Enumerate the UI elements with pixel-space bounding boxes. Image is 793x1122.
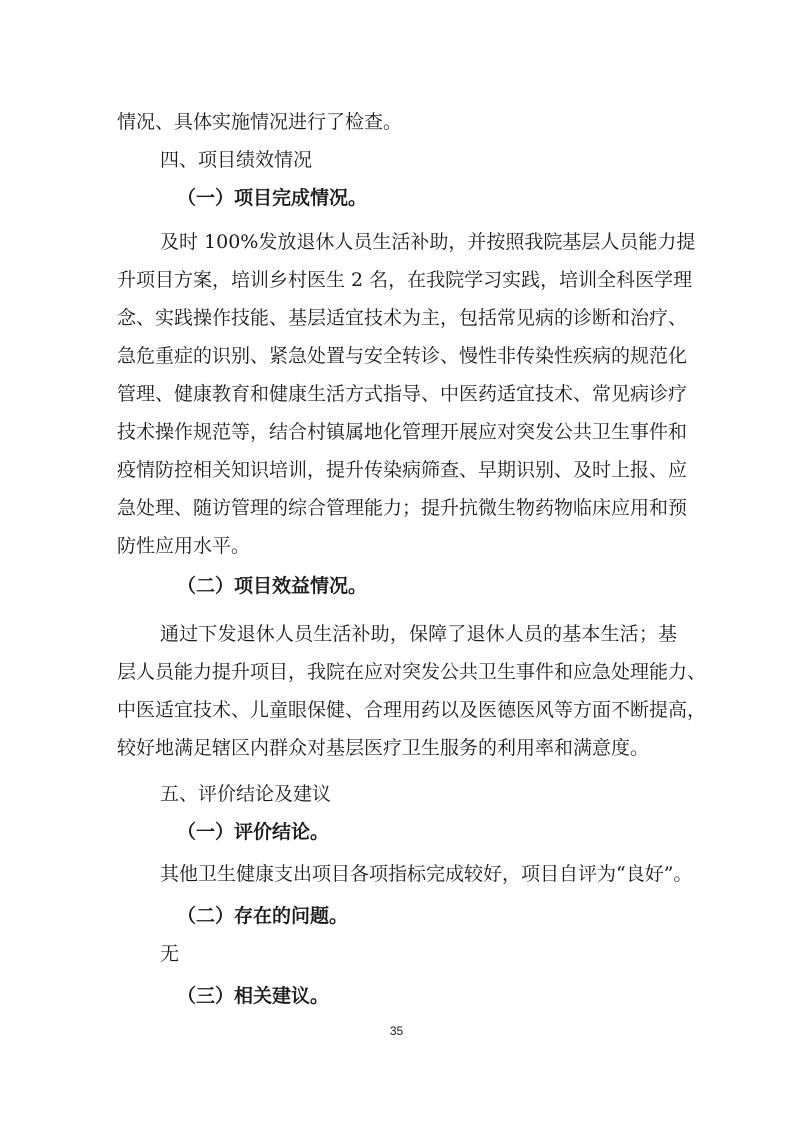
subsection-heading: （一）项目完成情况。 bbox=[177, 187, 368, 209]
paragraph-line: 防性应用水平。 bbox=[117, 535, 251, 557]
paragraph-line: 无 bbox=[160, 943, 180, 965]
paragraph-line: 疫情防控相关知识培训，提升传染病筛查、早期识别、及时上报、应 bbox=[117, 459, 688, 481]
subsection-heading: （一）评价结论。 bbox=[177, 821, 330, 843]
paragraph-line: 通过下发退休人员生活补助，保障了退休人员的基本生活；基 bbox=[160, 623, 677, 645]
paragraph-line: 层人员能力提升项目，我院在应对突发公共卫生事件和应急处理能力、 bbox=[117, 661, 707, 683]
subsection-heading: （二）存在的问题。 bbox=[177, 905, 349, 927]
subsection-heading: （二）项目效益情况。 bbox=[177, 575, 368, 597]
section-heading-5: 五、评价结论及建议 bbox=[160, 783, 332, 805]
text-line: 情况、具体实施情况进行了检查。 bbox=[117, 111, 403, 133]
paragraph-line: 技术操作规范等，结合村镇属地化管理开展应对突发公共卫生事件和 bbox=[117, 421, 688, 443]
paragraph-line: 急危重症的识别、紧急处置与安全转诊、慢性非传染性疾病的规范化 bbox=[117, 345, 688, 367]
paragraph-line: 中医适宜技术、儿童眼保健、合理用药以及医德医风等方面不断提高， bbox=[117, 699, 707, 721]
page-number: 35 bbox=[389, 1024, 404, 1038]
paragraph-line: 其他卫生健康支出项目各项指标完成较好，项目自评为“良好”。 bbox=[160, 863, 693, 885]
section-heading-4: 四、项目绩效情况 bbox=[160, 149, 313, 171]
paragraph-line: 升项目方案，培训乡村医生 2 名，在我院学习实践，培训全科医学理 bbox=[117, 269, 693, 291]
paragraph-line: 念、实践操作技能、基层适宜技术为主，包括常见病的诊断和治疗、 bbox=[117, 307, 688, 329]
paragraph-line: 管理、健康教育和健康生活方式指导、中医药适宜技术、常见病诊疗 bbox=[117, 383, 688, 405]
paragraph-line: 急处理、随访管理的综合管理能力；提升抗微生物药物临床应用和预 bbox=[117, 497, 688, 519]
paragraph-line: 及时 100%发放退休人员生活补助，并按照我院基层人员能力提 bbox=[160, 231, 696, 253]
subsection-heading: （三）相关建议。 bbox=[177, 985, 330, 1007]
paragraph-line: 较好地满足辖区内群众对基层医疗卫生服务的利用率和满意度。 bbox=[117, 737, 650, 759]
